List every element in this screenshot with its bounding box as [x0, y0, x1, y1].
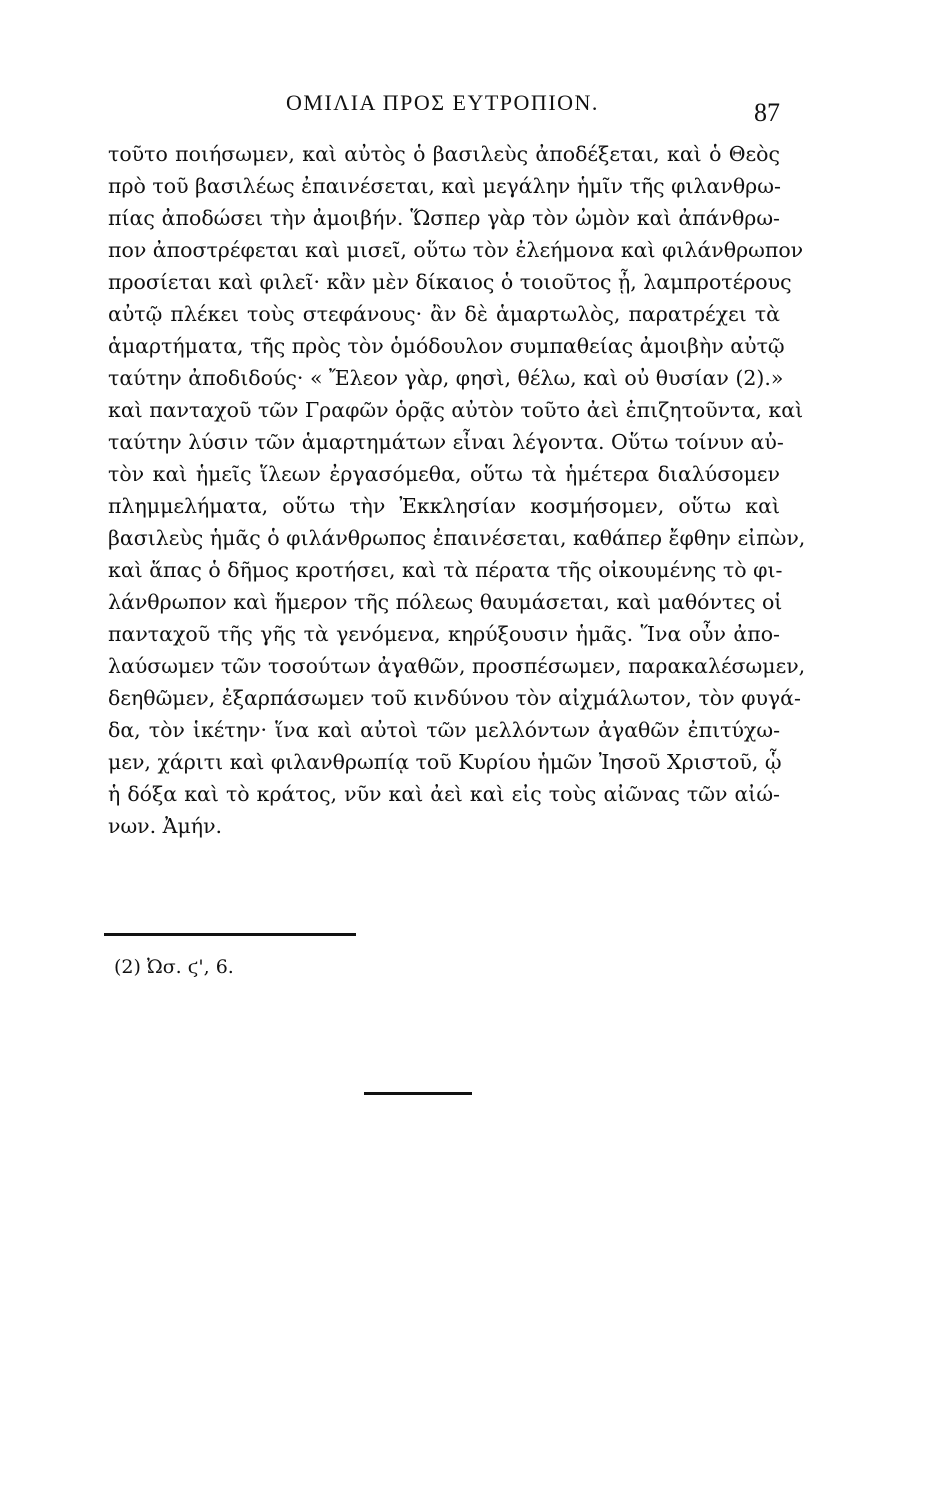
text-line: ταύτην ἀποδιδούς· « Ἔλεον γὰρ, φησὶ, θέλω, καὶ οὐ θυσίαν (2).»	[108, 366, 784, 390]
text-line: προσίεται καὶ φιλεῖ· κἂν μὲν δίκαιος ὁ τοιοῦτος ᾖ, λαμπροτέρους	[108, 270, 792, 294]
text-line: πλημμελήματα, οὕτω τὴν Ἐκκλησίαν κοσμήσομεν, οὕτω καὶ	[108, 494, 780, 518]
text-line: μεν, χάριτι καὶ φιλανθρωπίᾳ τοῦ Κυρίου ἡμῶν Ἰησοῦ Χριστοῦ, ᾧ	[108, 750, 782, 774]
text-line: ἁμαρτήματα, τῆς πρὸς τὸν ὁμόδουλον συμπαθείας ἀμοιβὴν αὐτῷ	[108, 334, 785, 358]
end-rule	[364, 1092, 472, 1095]
footnote-divider	[104, 933, 356, 936]
text-line: πίας ἀποδώσει τὴν ἀμοιβήν. Ὥσπερ γὰρ τὸν ὠμὸν καὶ ἀπάνθρω-	[108, 206, 780, 230]
text-line: καὶ ἅπας ὁ δῆμος κροτήσει, καὶ τὰ πέρατα τῆς οἰκουμένης τὸ φι-	[108, 558, 783, 582]
page-header	[108, 80, 788, 130]
text-line: βασιλεὺς ἡμᾶς ὁ φιλάνθρωπος ἐπαινέσεται, καθάπερ ἔφθην εἰπὼν,	[108, 526, 806, 550]
text-line: λάνθρωπον καὶ ἥμερον τῆς πόλεως θαυμάσεται, καὶ μαθόντες οἱ	[108, 590, 783, 614]
text-line: πρὸ τοῦ βασιλέως ἐπαινέσεται, καὶ μεγάλην ἡμῖν τῆς φιλανθρω-	[108, 174, 781, 198]
text-line: δα, τὸν ἱκέτην· ἵνα καὶ αὐτοὶ τῶν μελλόντων ἀγαθῶν ἐπιτύχω-	[108, 718, 780, 742]
text-line: καὶ πανταχοῦ τῶν Γραφῶν ὁρᾷς αὐτὸν τοῦτο ἀεὶ ἐπιζητοῦντα, καὶ	[108, 398, 804, 422]
text-line: ταύτην λύσιν τῶν ἁμαρτημάτων εἶναι λέγοντα. Οὕτω τοίνυν αὐ-	[108, 430, 784, 454]
text-line: ἡ δόξα καὶ τὸ κράτος, νῦν καὶ ἀεὶ καὶ εἰς τοὺς αἰῶνας τῶν αἰώ-	[108, 782, 780, 806]
text-line: τὸν καὶ ἡμεῖς ἵλεων ἐργασόμεθα, οὕτω τὰ ἡμέτερα διαλύσομεν	[108, 462, 780, 486]
homily-text	[108, 138, 806, 842]
text-line: δεηθῶμεν, ἐξαρπάσωμεν τοῦ κινδύνου τὸν αἰχμάλωτον, τὸν φυγά-	[108, 686, 801, 710]
page-number: 87	[754, 98, 780, 127]
text-line: πον ἀποστρέφεται καὶ μισεῖ, οὕτω τὸν ἐλεήμονα καὶ φιλάνθρωπον	[108, 238, 804, 262]
footnote: (2) Ὠσ. ϛ', 6.	[114, 956, 234, 978]
text-line: λαύσωμεν τῶν τοσούτων ἀγαθῶν, προσπέσωμεν, παρακαλέσωμεν,	[108, 654, 806, 678]
text-line: αὐτῷ πλέκει τοὺς στεφάνους· ἂν δὲ ἁμαρτωλὸς, παρατρέχει τὰ	[108, 302, 780, 326]
running-title: ΟΜΙΛΙΑ ΠΡΟΣ ΕΥΤΡΟΠΙΟΝ.	[286, 90, 599, 115]
text-line: τοῦτο ποιήσωμεν, καὶ αὐτὸς ὁ βασιλεὺς ἀποδέξεται, καὶ ὁ Θεὸς	[108, 142, 780, 166]
text-line: νων. Ἀμήν.	[108, 814, 223, 838]
text-line: πανταχοῦ τῆς γῆς τὰ γενόμενα, κηρύξουσιν ἡμᾶς. Ἵνα οὖν ἀπο-	[108, 622, 780, 646]
